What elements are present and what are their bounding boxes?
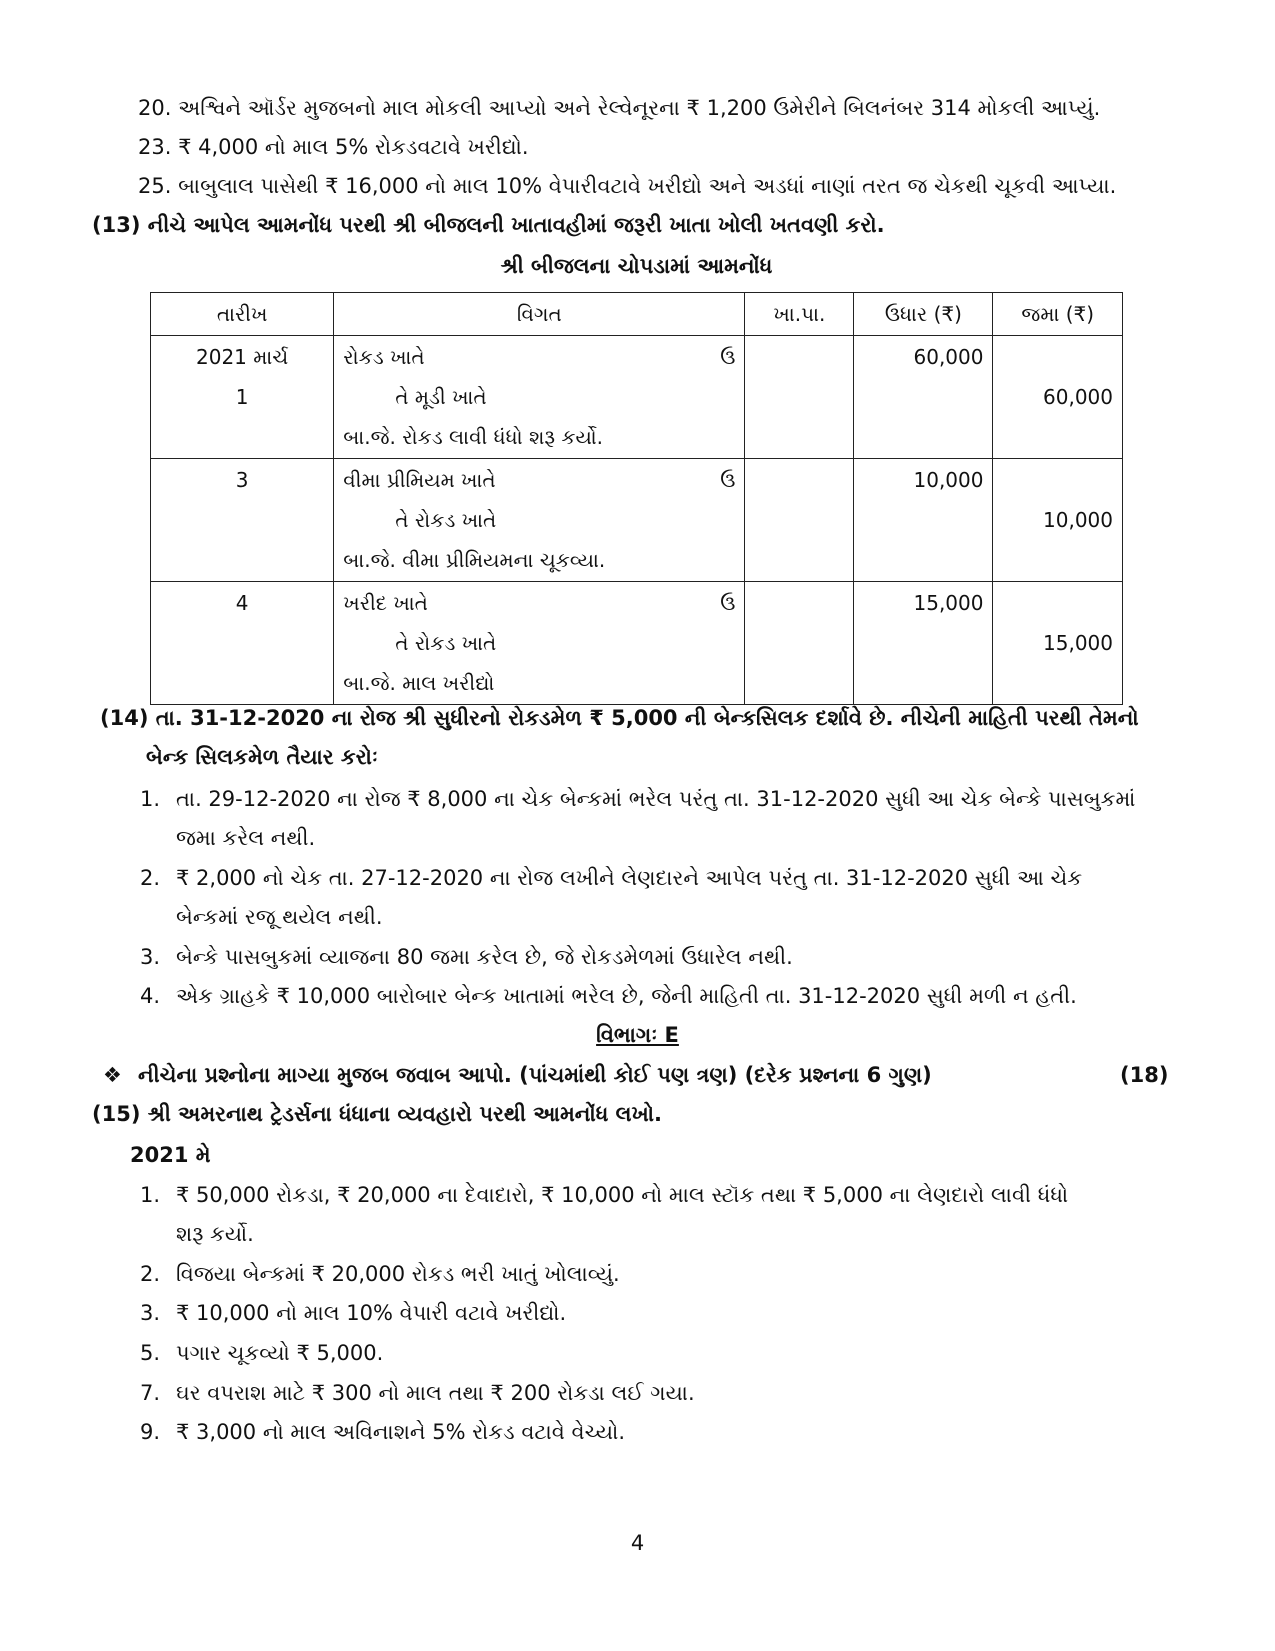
question-15: (15) શ્રી અમરનાથ ટ્રેડર્સના ધંધાના વ્યવહારો પરથી આમનોંધ લખો. (92, 1102, 662, 1126)
entry-credit (993, 459, 1123, 582)
q15-item-text: ₹ 10,000 નો માલ 10% વેપારી વટાવે ખરીદ્યો. (176, 1301, 567, 1325)
journal-entry-row (151, 582, 1123, 705)
narration: બા.જે. માલ ખરીદ્યો (343, 671, 495, 695)
entry-date-line1: 3 (235, 468, 249, 492)
credit-account: તે મૂડી ખાતે (395, 385, 487, 409)
debit-amount: 10,000 (913, 468, 984, 492)
q15-item-number: 7. (140, 1381, 161, 1405)
entry-debit (854, 336, 993, 459)
entry-particulars (334, 336, 745, 459)
dr-marker: ઉ (720, 591, 736, 615)
entry-lf (745, 459, 854, 582)
dr-marker: ઉ (720, 468, 736, 492)
entry-particulars (334, 459, 745, 582)
page-number: 4 (630, 1531, 645, 1555)
section-marks: (18) (1120, 1063, 1169, 1087)
journal-header-row (151, 293, 1123, 336)
q15-item-number: 3. (140, 1301, 161, 1325)
question-14-line2: બેન્ક સિલકમેળ તૈયાર કરોઃ (146, 745, 378, 769)
debit-amount: 15,000 (913, 591, 984, 615)
entry-credit (993, 582, 1123, 705)
header-date: તારીખ (151, 293, 334, 336)
header-debit: ઉધાર (₹) (854, 293, 993, 336)
journal-title: શ્રી બીજલના ચોપડામાં આમનોંધ (500, 254, 773, 278)
credit-amount: 60,000 (1043, 385, 1113, 409)
entry-date (151, 582, 334, 705)
credit-amount: 15,000 (1043, 631, 1113, 655)
entry-lf (745, 336, 854, 459)
q15-item-text: વિજયા બેન્કમાં ₹ 20,000 રોકડ ભરી ખાતું ખોલાવ્યું. (176, 1262, 620, 1286)
entry-particulars (334, 582, 745, 705)
q14-item-text-cont: બેન્કમાં રજૂ થયેલ નથી. (176, 905, 383, 929)
q15-item-number: 1. (140, 1183, 161, 1207)
entry-date-line2: 1 (235, 385, 249, 409)
entry-date (151, 459, 334, 582)
credit-amount: 10,000 (1043, 508, 1113, 532)
bullet-icon: ❖ (103, 1063, 122, 1087)
entry-credit (993, 336, 1123, 459)
q15-item-text-cont: શરૂ કર્યો. (176, 1222, 254, 1246)
q14-item-number: 3. (140, 945, 161, 969)
q15-item-text: ₹ 3,000 નો માલ અવિનાશને 5% રોકડ વટાવે વેચ્યો. (176, 1420, 626, 1444)
q14-item-text-cont: જમા કરેલ નથી. (176, 826, 316, 850)
journal-entry-row (151, 459, 1123, 582)
q14-item-number: 1. (140, 787, 161, 811)
debit-account: રોકડ ખાતે (343, 345, 425, 369)
debit-account: ખરીદ ખાતે (343, 591, 428, 615)
q14-item-number: 2. (140, 866, 161, 890)
credit-account: તે રોકડ ખાતે (395, 631, 497, 655)
q14-item-text: એક ગ્રાહકે ₹ 10,000 બારોબાર બેન્ક ખાતામાં ભરેલ છે, જેની માહિતી તા. 31-12-2020 સુધી મળી ન હતી. (176, 984, 1077, 1008)
section-instruction: નીચેના પ્રશ્નોના માગ્યા મુજબ જવાબ આપો. (પાંચમાંથી કોઈ પણ ત્રણ) (દરેક પ્રશ્નના 6 ગુણ) (138, 1063, 932, 1087)
q14-item-text: ₹ 2,000 નો ચેક તા. 27-12-2020 ના રોજ લખીને લેણદારને આપેલ પરંતુ તા. 31-12-2020 સુધી આ ચેક (176, 866, 1083, 890)
journal-entry-row (151, 336, 1123, 459)
narration: બા.જે. રોકડ લાવી ધંધો શરૂ કર્યો. (343, 425, 604, 449)
q15-item-text: પગાર ચૂકવ્યો ₹ 5,000. (176, 1341, 384, 1365)
q14-item-number: 4. (140, 984, 161, 1008)
debit-account: વીમા પ્રીમિયમ ખાતે (343, 468, 496, 492)
header-lf: ખા.પા. (745, 293, 854, 336)
header-particulars: વિગત (334, 293, 745, 336)
q15-item-text: ઘર વપરાશ માટે ₹ 300 નો માલ તથા ₹ 200 રોકડા લઈ ગયા. (176, 1381, 695, 1405)
entry-date-line1: 2021 માર્ચ (196, 345, 289, 369)
top-item-25: 25. બાબુલાલ પાસેથી ₹ 16,000 નો માલ 10% વેપારીવટાવે ખરીદ્યો અને અડધાં નાણાં તરત જ ચેકથી ચૂકવી આપ્યા. (138, 174, 1117, 198)
top-item-20: 20. અશ્વિને ઑર્ડર મુજબનો માલ મોકલી આપ્યો અને રેલ્વેનૂરના ₹ 1,200 ઉમેરીને બિલનંબર 314 મોકલી આપ્યું. (138, 96, 1101, 120)
entry-debit (854, 459, 993, 582)
q15-year-month: 2021 મે (130, 1143, 211, 1167)
header-credit: જમા (₹) (993, 293, 1123, 336)
q14-item-text: બેન્કે પાસબુકમાં વ્યાજના 80 જમા કરેલ છે, જે રોકડમેળમાં ઉધારેલ નથી. (176, 945, 793, 969)
debit-amount: 60,000 (913, 345, 984, 369)
entry-date (151, 336, 334, 459)
entry-lf (745, 582, 854, 705)
top-item-23: 23. ₹ 4,000 નો માલ 5% રોકડવટાવે ખરીદ્યો. (138, 135, 529, 159)
q15-item-number: 5. (140, 1341, 161, 1365)
entry-debit (854, 582, 993, 705)
q15-item-number: 2. (140, 1262, 161, 1286)
q15-item-text: ₹ 50,000 રોકડા, ₹ 20,000 ના દેવાદારો, ₹ 10,000 નો માલ સ્ટૉક તથા ₹ 5,000 ના લેણદારો લાવી ધંધો (176, 1183, 1069, 1207)
section-heading: વિભાગઃ E (596, 1023, 679, 1047)
q14-item-text: તા. 29-12-2020 ના રોજ ₹ 8,000 ના ચેક બેન્કમાં ભરેલ પરંતુ તા. 31-12-2020 સુધી આ ચેક બેન્કે પાસબુકમાં (176, 787, 1136, 811)
entry-date-line1: 4 (235, 591, 249, 615)
question-13: (13) નીચે આપેલ આમનોંધ પરથી શ્રી બીજલની ખાતાવહીમાં જરૂરી ખાતા ખોલી ખતવણી કરો. (92, 213, 885, 237)
dr-marker: ઉ (720, 345, 736, 369)
journal-table (150, 292, 1123, 705)
q15-item-number: 9. (140, 1420, 161, 1444)
narration: બા.જે. વીમા પ્રીમિયમના ચૂકવ્યા. (343, 548, 606, 572)
credit-account: તે રોકડ ખાતે (395, 508, 497, 532)
question-14-line1: (14) તા. 31-12-2020 ના રોજ શ્રી સુધીરનો રોકડમેળ ₹ 5,000 ની બેન્કસિલક દર્શાવે છે. નીચેની માહિતી પરથી તેમનો (100, 706, 1139, 730)
